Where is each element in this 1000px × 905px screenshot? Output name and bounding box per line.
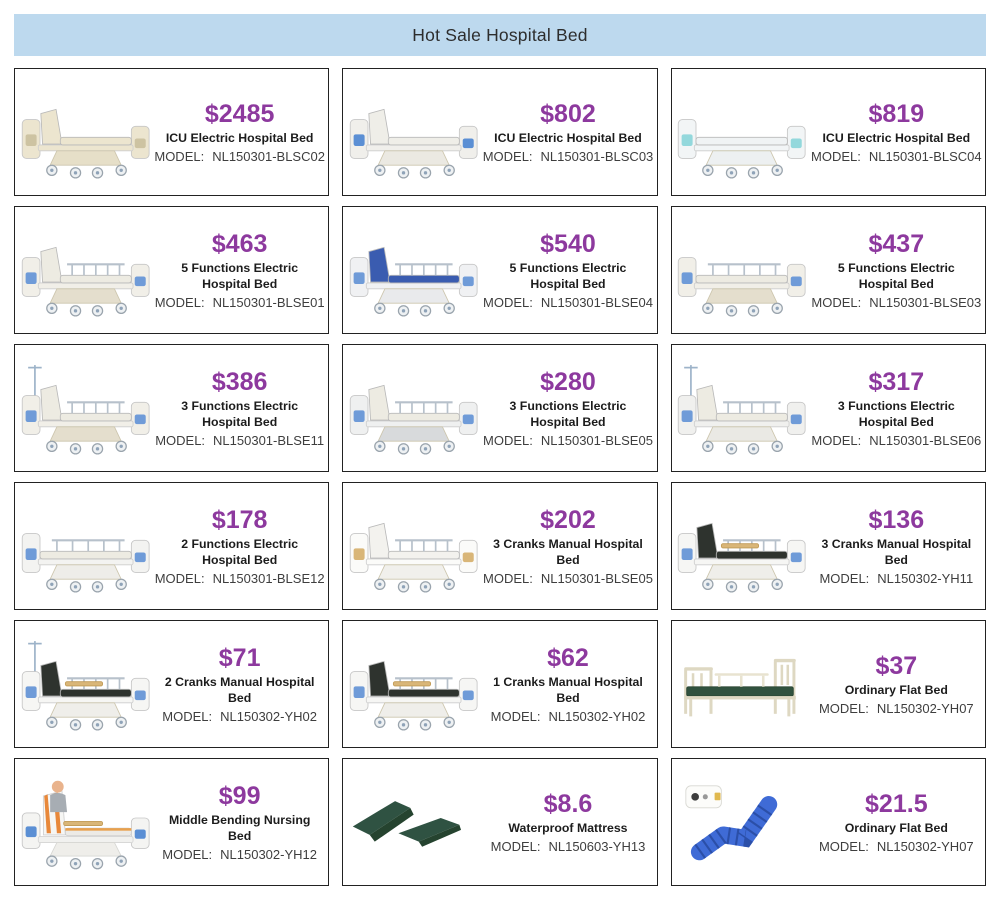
model-label: MODEL:	[811, 294, 862, 310]
model-value: NL150301-BLSC04	[868, 148, 982, 164]
product-name: ICU Electric Hospital Bed	[822, 131, 971, 145]
product-grid	[14, 68, 986, 886]
product-name: 5 Functions Electric Hospital Bed	[837, 261, 955, 291]
product-card[interactable]	[14, 758, 329, 886]
product-info	[484, 100, 656, 164]
product-info	[156, 230, 328, 310]
manual-bed-white-tan-image	[343, 483, 484, 609]
product-model	[155, 295, 325, 310]
product-name: Ordinary Flat Bed	[844, 821, 948, 835]
product-card[interactable]	[342, 620, 657, 748]
product-name: 3 Cranks Manual Hospital Bed	[493, 537, 643, 567]
product-card[interactable]	[14, 206, 329, 334]
product-model	[811, 433, 981, 448]
product-card[interactable]	[14, 344, 329, 472]
product-model	[491, 839, 646, 854]
model-label: MODEL:	[490, 708, 541, 724]
product-info	[484, 506, 656, 586]
electric-bed-rails-flat-image	[672, 207, 813, 333]
product-card[interactable]	[342, 482, 657, 610]
model-value: NL150302-YH02	[220, 708, 317, 724]
product-info	[156, 782, 328, 862]
product-card[interactable]	[671, 482, 986, 610]
model-value: NL150301-BLSE11	[213, 432, 325, 448]
page-title: Hot Sale Hospital Bed	[412, 24, 588, 45]
product-info	[484, 230, 656, 310]
product-name: Ordinary Flat Bed	[844, 683, 948, 697]
product-model	[819, 839, 974, 854]
model-value: NL150301-BLSE05	[540, 570, 653, 586]
product-model	[811, 295, 981, 310]
product-model	[491, 709, 646, 724]
product-name: 3 Cranks Manual Hospital Bed	[821, 537, 972, 567]
product-card[interactable]	[671, 620, 986, 748]
product-price: $437	[868, 230, 925, 259]
model-label: MODEL:	[811, 148, 861, 164]
product-card[interactable]	[14, 68, 329, 196]
product-name: 5 Functions Electric Hospital Bed	[509, 261, 627, 291]
product-info	[484, 368, 656, 448]
product-info	[813, 790, 985, 854]
product-info	[484, 644, 656, 724]
product-model	[483, 295, 653, 310]
product-model	[155, 433, 324, 448]
product-price: $202	[540, 506, 596, 535]
manual-bed-dark-mattress-3-image	[343, 621, 484, 747]
product-model	[155, 571, 325, 586]
promo-banner	[14, 14, 986, 56]
product-price: $317	[868, 368, 925, 397]
electric-bed-raised-back-image	[343, 345, 484, 471]
product-price: $819	[868, 100, 925, 128]
product-info	[156, 506, 328, 586]
icu-electric-bed-teal-image	[672, 69, 813, 195]
model-label: MODEL:	[154, 570, 205, 586]
flat-bed-green-image	[672, 621, 813, 747]
model-label: MODEL:	[483, 294, 533, 310]
product-price: $71	[218, 644, 261, 673]
electric-bed-blue-mattress-image	[343, 207, 484, 333]
model-label: MODEL:	[162, 708, 213, 724]
model-label: MODEL:	[482, 148, 533, 164]
model-label: MODEL:	[483, 432, 533, 448]
product-price: $540	[540, 230, 596, 259]
product-price: $178	[211, 506, 268, 535]
model-label: MODEL:	[490, 838, 541, 854]
model-label: MODEL:	[154, 148, 205, 164]
model-value: NL150301-BLSE01	[212, 294, 325, 310]
product-name: 2 Functions Electric Hospital Bed	[181, 537, 299, 567]
product-info	[813, 230, 985, 310]
product-price: $802	[540, 100, 596, 128]
product-card[interactable]	[671, 758, 986, 886]
product-card[interactable]	[342, 758, 657, 886]
product-card[interactable]	[342, 206, 657, 334]
product-model	[483, 571, 653, 586]
product-name: 5 Functions Electric Hospital Bed	[181, 261, 299, 291]
product-name: 3 Functions Electric Hospital Bed	[837, 399, 955, 429]
product-price: $463	[211, 230, 268, 259]
product-info	[156, 100, 328, 164]
product-model	[811, 149, 982, 164]
icu-electric-bed-blue-image	[343, 69, 484, 195]
model-value: NL150301-BLSC03	[540, 148, 654, 164]
air-mattress-blue-image	[672, 759, 813, 885]
product-price: $8.6	[543, 790, 593, 818]
model-value: NL150301-BLSE12	[212, 570, 325, 586]
electric-bed-iv-pole-1-image	[15, 345, 156, 471]
icu-electric-bed-beige-image	[15, 69, 156, 195]
model-label: MODEL:	[154, 294, 205, 310]
product-price: $280	[540, 368, 596, 397]
electric-bed-tilted-1-image	[15, 207, 156, 333]
product-name: 1 Cranks Manual Hospital Bed	[493, 675, 643, 705]
electric-bed-flat-2-image	[15, 483, 156, 609]
model-value: NL150301-BLSE03	[869, 294, 982, 310]
model-value: NL150302-YH12	[220, 846, 317, 862]
product-price: $386	[211, 368, 268, 397]
product-model	[483, 149, 654, 164]
product-price: $21.5	[865, 790, 928, 818]
product-info	[156, 644, 328, 724]
manual-bed-dark-mattress-1-image	[672, 483, 813, 609]
model-value: NL150302-YH07	[876, 700, 974, 716]
product-card[interactable]	[342, 68, 657, 196]
product-card[interactable]	[671, 68, 986, 196]
model-value: NL150603-YH13	[548, 838, 646, 854]
product-info	[813, 506, 985, 586]
nursing-bed-with-person-image	[15, 759, 156, 885]
model-value: NL150301-BLSC02	[212, 148, 325, 164]
model-value: NL150302-YH11	[877, 570, 974, 586]
product-price: $37	[875, 652, 918, 680]
product-model	[162, 709, 317, 724]
model-value: NL150302-YH02	[548, 708, 646, 724]
model-label: MODEL:	[819, 570, 870, 586]
model-value: NL150302-YH07	[876, 838, 974, 854]
waterproof-mattress-green-image	[343, 759, 484, 885]
product-model	[154, 149, 325, 164]
model-label: MODEL:	[483, 570, 533, 586]
manual-bed-dark-mattress-2-image	[15, 621, 156, 747]
model-label: MODEL:	[818, 838, 869, 854]
model-label: MODEL:	[818, 700, 869, 716]
product-price: $99	[218, 782, 261, 811]
product-price: $136	[868, 506, 925, 535]
product-card[interactable]	[671, 344, 986, 472]
model-label: MODEL:	[162, 846, 213, 862]
model-value: NL150301-BLSE04	[540, 294, 653, 310]
product-info	[813, 368, 985, 448]
product-model	[162, 847, 317, 862]
product-name: 2 Cranks Manual Hospital Bed	[164, 675, 315, 705]
product-name: Middle Bending Nursing Bed	[168, 813, 311, 843]
product-info	[813, 100, 985, 164]
product-name: ICU Electric Hospital Bed	[165, 131, 314, 145]
model-value: NL150301-BLSE05	[540, 432, 653, 448]
product-info	[484, 790, 656, 854]
product-name: 3 Functions Electric Hospital Bed	[509, 399, 627, 429]
product-model	[819, 701, 974, 716]
product-info	[813, 652, 985, 716]
model-label: MODEL:	[155, 432, 206, 448]
product-card[interactable]	[14, 620, 329, 748]
model-label: MODEL:	[811, 432, 862, 448]
electric-bed-iv-pole-2-image	[672, 345, 813, 471]
product-price: $2485	[204, 100, 275, 128]
product-model	[483, 433, 653, 448]
product-price: $62	[547, 644, 589, 673]
product-model	[819, 571, 973, 586]
product-card[interactable]	[671, 206, 986, 334]
product-name: Waterproof Mattress	[508, 821, 628, 835]
product-name: 3 Functions Electric Hospital Bed	[181, 399, 299, 429]
product-card[interactable]	[342, 344, 657, 472]
product-card[interactable]	[14, 482, 329, 610]
product-info	[156, 368, 328, 448]
model-value: NL150301-BLSE06	[869, 432, 982, 448]
product-name: ICU Electric Hospital Bed	[494, 131, 642, 145]
